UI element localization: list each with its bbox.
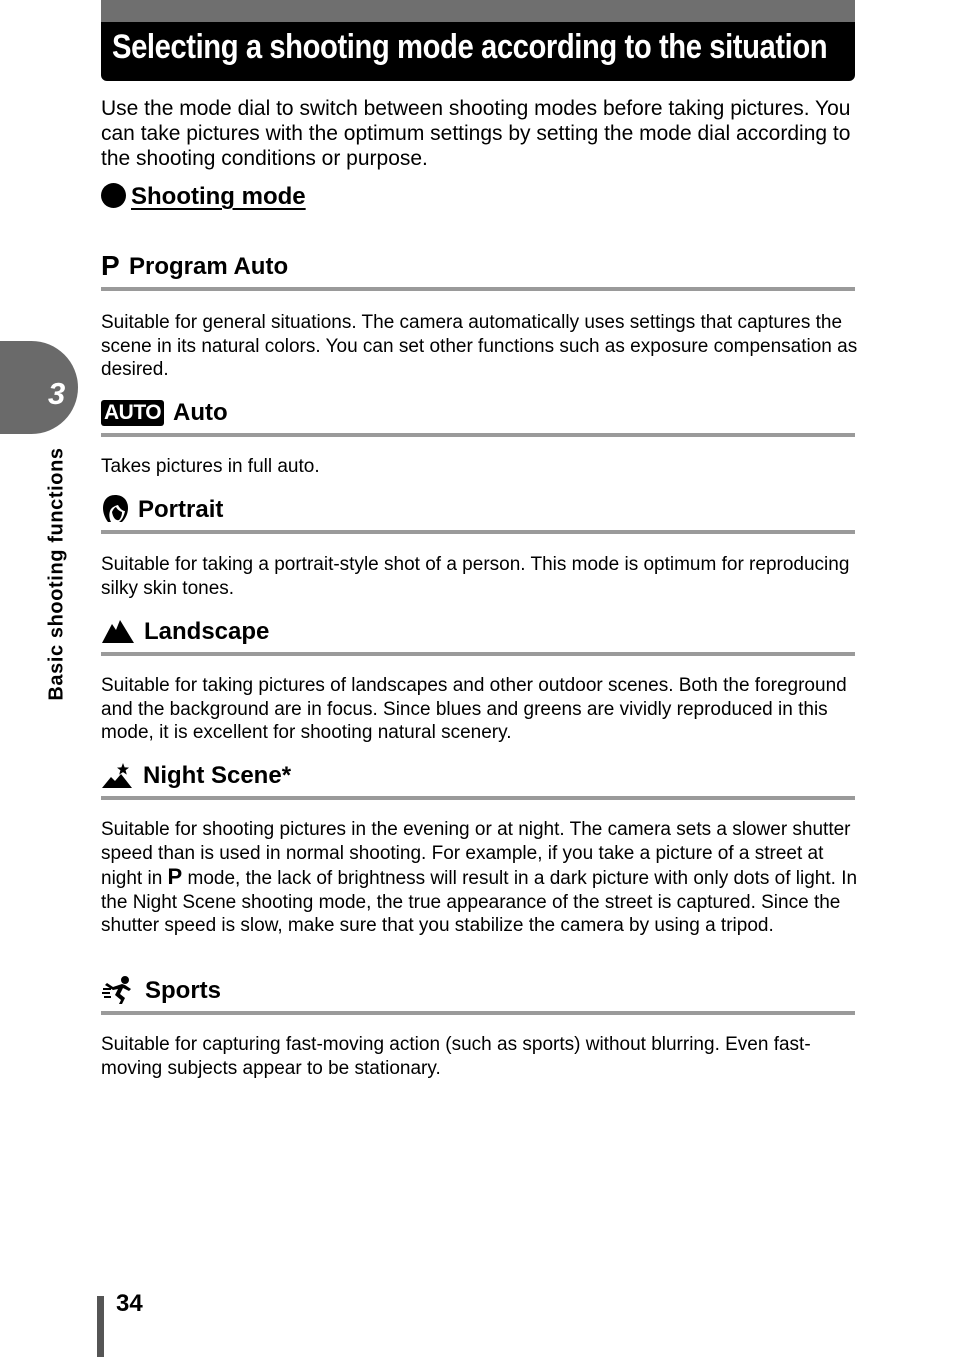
mode-heading-landscape	[101, 612, 855, 656]
program-auto-icon: P	[101, 250, 120, 281]
mode-title: Auto	[173, 399, 228, 426]
footer-bar	[97, 1296, 104, 1357]
mode-heading-program-auto	[101, 247, 855, 291]
mode-heading-auto	[101, 393, 855, 437]
night-scene-icon	[101, 760, 133, 790]
bullet-icon	[101, 183, 126, 208]
landscape-icon	[101, 616, 135, 646]
mode-description-sports: Suitable for capturing fast-moving action (such as sports) without blurring. Even fast-moving subjects appear to be stationary.	[101, 1034, 811, 1079]
portrait-icon	[101, 494, 129, 524]
page-number: 34	[116, 1290, 143, 1317]
title-bar	[101, 0, 855, 81]
intro-paragraph: Use the mode dial to switch between shooting modes before taking pictures. You can take pictures with the optimum settings by setting the mode dial according to the shooting conditions or purpose.	[101, 97, 851, 170]
mode-heading-night-scene	[101, 756, 855, 800]
program-mode-inline-icon: P	[167, 864, 183, 889]
chapter-tab	[0, 341, 78, 434]
chapter-label: Basic shooting functions	[45, 447, 68, 701]
mode-description-portrait: Suitable for taking a portrait-style shot of a person. This mode is optimum for reproducing silky skin tones.	[101, 554, 850, 599]
page-title: Selecting a shooting mode according to the situation	[112, 28, 828, 66]
chapter-number: 3	[48, 376, 66, 411]
mode-description-landscape: Suitable for taking pictures of landscapes and other outdoor scenes. Both the foreground and the background are in focus. Since blues and greens are vividly reproduced in this mode, it is excellent for shooting natural scenery.	[101, 675, 847, 743]
mode-description-night-scene: Suitable for shooting pictures in the evening or at night. The camera sets a slower shutter speed than is used in normal shooting. For example, if you take a picture of a street at night in P mode, the lack of brightness will result in a dark picture with only dots of light. In the Night Scene shooting mode, the true appearance of the street is captured. Since the shutter speed is slow, make sure that you stabilize the camera by using a tripod.	[101, 819, 858, 936]
mode-description-auto: Takes pictures in full auto.	[101, 456, 320, 477]
mode-title: Sports	[145, 977, 222, 1004]
sports-icon	[101, 975, 135, 1005]
mode-title: Portrait	[138, 496, 224, 523]
section-heading-shooting-mode	[101, 183, 306, 211]
mode-description-program-auto: Suitable for general situations. The camera automatically uses settings that captures the scene in its natural colors. You can set other functions such as exposure compensation as desired.	[101, 312, 858, 380]
auto-mode-icon: AUTO	[101, 398, 164, 428]
title-top-strip	[101, 0, 855, 22]
mode-heading-portrait	[101, 490, 855, 534]
mode-title: Program Auto	[129, 253, 289, 280]
section-title: Shooting mode	[131, 183, 306, 210]
mode-title: Night Scene*	[143, 762, 292, 789]
mode-title: Landscape	[144, 618, 270, 645]
mode-heading-sports	[101, 971, 855, 1015]
